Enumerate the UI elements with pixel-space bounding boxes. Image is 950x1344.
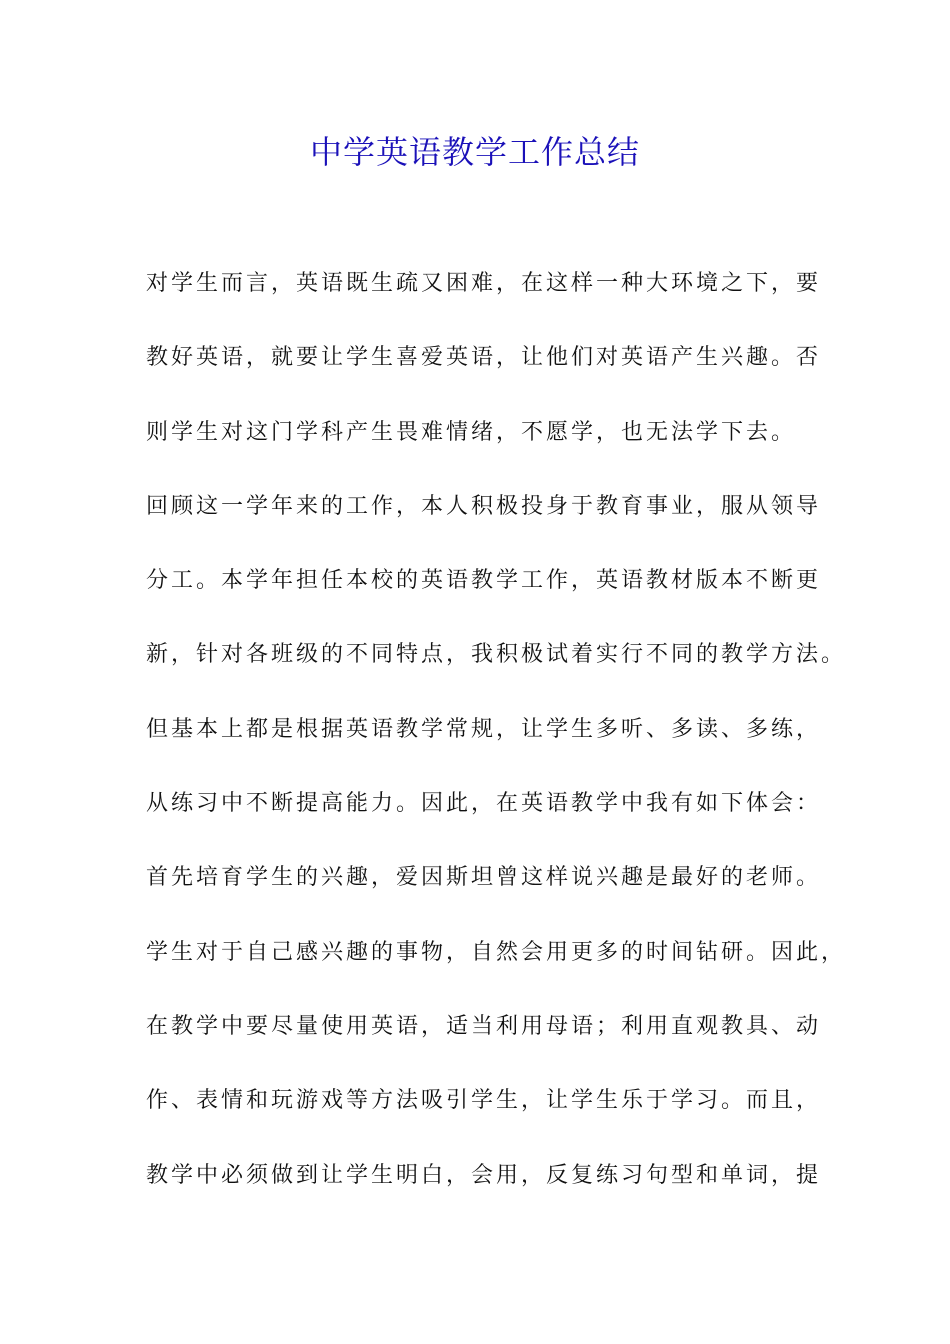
body-line: 首先培育学生的兴趣，爱因斯坦曾这样说兴趣是最好的老师。 bbox=[146, 865, 822, 891]
body-line: 回顾这一学年来的工作，本人积极投身于教育事业，服从领导 bbox=[146, 493, 822, 519]
body-line: 则学生对这门学科产生畏难情绪，不愿学，也无法学下去。 bbox=[146, 419, 797, 445]
body-line: 但基本上都是根据英语教学常规，让学生多听、多读、多练， bbox=[146, 716, 822, 742]
body-line: 对学生而言，英语既生疏又困难，在这样一种大环境之下，要 bbox=[146, 271, 822, 296]
body-line: 分工。本学年担任本校的英语教学工作，英语教材版本不断更 bbox=[146, 568, 822, 594]
body-line: 作、表情和玩游戏等方法吸引学生，让学生乐于学习。而且， bbox=[146, 1088, 822, 1114]
body-line: 从练习中不断提高能力。因此，在英语教学中我有如下体会： bbox=[146, 791, 822, 817]
body-line: 教学中必须做到让学生明白，会用，反复练习句型和单词，提 bbox=[146, 1162, 822, 1188]
document-body bbox=[146, 262, 847, 1228]
body-line: 教好英语，就要让学生喜爱英语，让他们对英语产生兴趣。否 bbox=[146, 345, 822, 371]
body-line: 在教学中要尽量使用英语，适当利用母语；利用直观教具、动 bbox=[146, 1013, 822, 1039]
document-title: 中学英语教学工作总结 bbox=[309, 133, 640, 171]
body-line: 学生对于自己感兴趣的事物，自然会用更多的时间钻研。因此， bbox=[146, 939, 847, 965]
body-line: 新，针对各班级的不同特点，我积极试着实行不同的教学方法。 bbox=[146, 642, 847, 668]
